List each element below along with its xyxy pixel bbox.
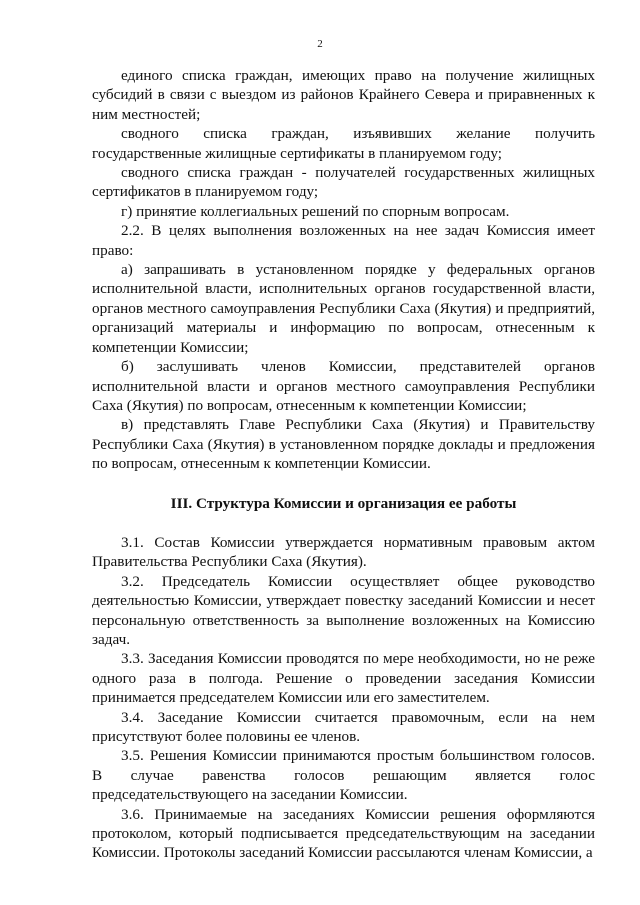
document-body [92, 66, 595, 863]
paragraph-clause-3-6: 3.6. Принимаемые на заседаниях Комиссии решения оформляются протоколом, который подписывается председательствующим на заседании Комиссии. Протоколы заседаний Комиссии рассылаются членам Комиссии, а [92, 805, 595, 862]
paragraph-clause-3-5: 3.5. Решения Комиссии принимаются простым большинством голосов. В случае равенства голосов решающим является голос председательствующего на заседании Комиссии. [92, 747, 595, 804]
paragraph-collegial-decisions: г) принятие коллегиальных решений по спорным вопросам. [121, 202, 510, 220]
paragraph-clause-3-2: 3.2. Председатель Комиссии осуществляет общее руководство деятельностью Комиссии, утверждает повестку заседаний Комиссии и несет персональную ответственность за выполнение возложенных на Комиссию задач. [92, 572, 595, 648]
paragraph-clause-2-2-a: а) запрашивать в установленном порядке у федеральных органов исполнительной власти, исполнительных органов государственной власти, органов местного самоуправления Республики Саха (Якутия) и предприятий, организаций материалы и информацию по вопросам, отнесенным к компетенции Комиссии; [92, 261, 595, 356]
paragraph-summary-list-recipients: сводного списка граждан - получателей государственных жилищных сертификатов в планируемом году; [92, 164, 595, 201]
paragraph-clause-3-4: 3.4. Заседание Комиссии считается правомочным, если на нем присутствуют более половины ее членов. [92, 708, 595, 745]
paragraph-clause-3-3: 3.3. Заседания Комиссии проводятся по мере необходимости, но не реже одного раза в полгода. Решение о проведении заседания Комиссии принимается председателем Комиссии или его заместителем. [92, 650, 595, 707]
paragraph-clause-2-2: 2.2. В целях выполнения возложенных на нее задач Комиссия имеет право: [92, 222, 595, 259]
paragraph-summary-list-applicants: сводного списка граждан, изъявивших желание получить государственные жилищные сертификаты в планируемом году; [92, 125, 595, 162]
paragraph-unified-list: единого списка граждан, имеющих право на получение жилищных субсидий в связи с выездом из районов Крайнего Севера и приравненных к ним местностей; [92, 67, 595, 123]
page-number: 2 [317, 38, 323, 50]
section-heading: III. Структура Комиссии и организация ее работы [170, 494, 517, 512]
paragraph-clause-2-2-c: в) представлять Главе Республики Саха (Якутия) и Правительству Республики Саха (Якутия) в установленном порядке доклады и предложения по вопросам, отнесенным к компетенции Комиссии. [92, 416, 595, 473]
paragraph-clause-3-1: 3.1. Состав Комиссии утверждается нормативным правовым актом Правительства Республики Саха (Якутия). [92, 533, 595, 571]
paragraph-clause-2-2-b: б) заслушивать членов Комиссии, представителей органов исполнительной власти и органов местного самоуправления Республики Саха (Якутия) по вопросам, отнесенным к компетенции Комиссии; [92, 358, 595, 414]
